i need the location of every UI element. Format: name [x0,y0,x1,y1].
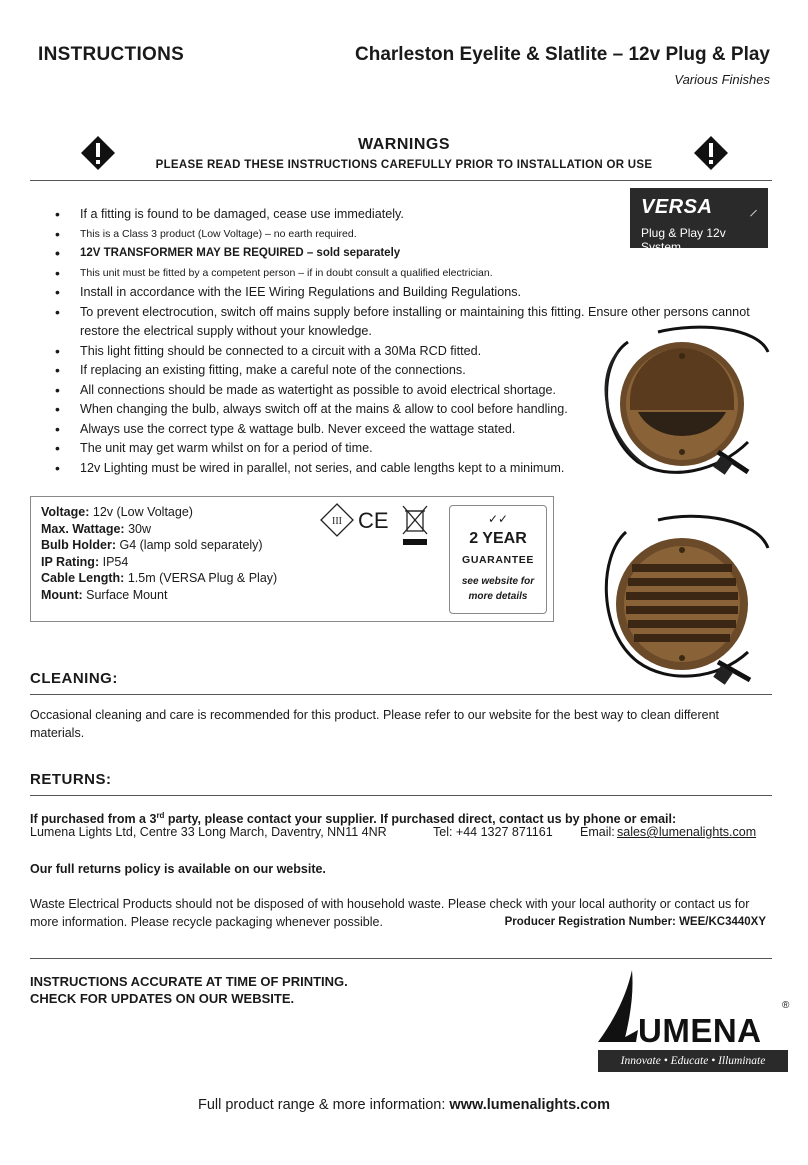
product-subtitle: Various Finishes [674,72,770,87]
specifications-list [41,504,277,603]
returns-title: RETURNS: [30,771,112,788]
eyelite-product-image [598,322,770,480]
returns-policy: Our full returns policy is available on our website. [30,862,326,876]
weee-bin-icon [400,503,430,547]
list-item: • Always use the correct type & wattage bulb. Never exceed the wattage stated. [52,420,752,440]
divider [30,795,772,796]
versa-swoosh-icon: ⸝ [749,199,758,219]
email-label: Email: [580,825,615,839]
guarantee-ticks: ✓✓ [487,512,509,526]
list-item: • If replacing an existing fitting, make a careful note of the connections. [52,361,752,381]
class-mark: III [332,516,342,527]
product-title: Charleston Eyelite & Slatlite – 12v Plug & Play [355,44,770,65]
list-item: • To prevent electrocution, switch off mains supply before installing or maintaining this fitting. Ensure other persons cannot restore the electrical supply without your knowledge. [52,303,752,342]
list-item: • 12V TRANSFORMER MAY BE REQUIRED – sold separately [52,244,752,264]
spec-mount: Mount: Surface Mount [41,587,168,602]
list-item: • 12v Lighting must be wired in parallel, not series, and cable lengths kept to a minimum. [52,459,752,479]
slatlite-product-image [598,512,770,690]
phone-number: Tel: +44 1327 871161 [433,825,553,839]
ce-mark-icon: CE [358,508,389,533]
list-item: • If a fitting is found to be damaged, cease use immediately. [52,205,752,225]
spec-ip-rating: IP Rating: IP54 [41,554,129,569]
returns-lead: If purchased from a 3rd party, please contact your supplier. If purchased direct, contact us by phone or email: [30,811,677,827]
website-link[interactable]: www.lumenalights.com [449,1097,611,1113]
spec-bulb-holder: Bulb Holder: G4 (lamp sold separately) [41,538,263,552]
more-info-line: Full product range & more information: www.lumenalights.com [197,1097,611,1113]
waste-notice: Waste Electrical Products should not be disposed of with household waste. Please check with your local authority or contact us for more information. Please recycle packaging whenever possible. [30,897,750,929]
warnings-title: WARNINGS [358,136,450,153]
page-title: INSTRUCTIONS [38,44,185,65]
registered-mark: ® [782,1000,790,1011]
guarantee-years: 2 YEAR [469,530,527,547]
list-item: • This light fitting should be connected to a circuit with a 30Ma RCD fitted. [52,342,752,362]
list-item: • The unit may get warm whilst on for a period of time. [52,439,752,459]
list-item: • This is a Class 3 product (Low Voltage) – no earth required. [52,225,752,245]
cleaning-text: Occasional cleaning and care is recommended for this product. Please refer to our website for the best way to clean different materials. [30,708,720,740]
divider [30,958,772,959]
divider [30,694,772,695]
list-item: • All connections should be made as watertight as possible to avoid electrical shortage. [52,381,752,401]
versa-tagline: Plug & Play 12v System [641,226,726,254]
spec-cable-length: Cable Length: 1.5m (VERSA Plug & Play) [41,571,278,585]
producer-registration: Producer Registration Number: WEE/KC3440XY [504,916,766,928]
versa-brand: VERSA [641,196,713,218]
list-item: • When changing the bulb, always switch off at the mains & allow to cool before handling. [52,400,752,420]
list-item: • This unit must be fitted by a competent person – if in doubt consult a qualified electrician. [52,264,752,284]
spec-wattage: Max. Wattage: 30w [41,521,151,536]
spec-voltage: Voltage: 12v (Low Voltage) [41,505,193,519]
brand-tagline: Innovate • Educate • Illuminate [598,1050,788,1072]
printing-note: INSTRUCTIONS ACCURATE AT TIME OF PRINTING. CHECK FOR UPDATES ON OUR WEBSITE. [30,974,348,1006]
email-link[interactable]: sales@lumenalights.com [617,825,757,839]
class-3-icon [320,503,354,537]
warnings-subtitle: PLEASE READ THESE INSTRUCTIONS CAREFULLY PRIOR TO INSTALLATION OR USE [155,159,653,171]
guarantee-badge [449,505,547,614]
guarantee-label: GUARANTEE [462,554,534,566]
divider [30,180,772,181]
logo-wordmark: UMENA [638,1012,762,1049]
company-address: Lumena Lights Ltd, Centre 33 Long March, Daventry, NN11 4NR [30,825,387,839]
list-item: • Install in accordance with the IEE Wiring Regulations and Building Regulations. [52,283,752,303]
guarantee-details: see website for more details [461,576,535,602]
cleaning-title: CLEANING: [30,670,118,687]
